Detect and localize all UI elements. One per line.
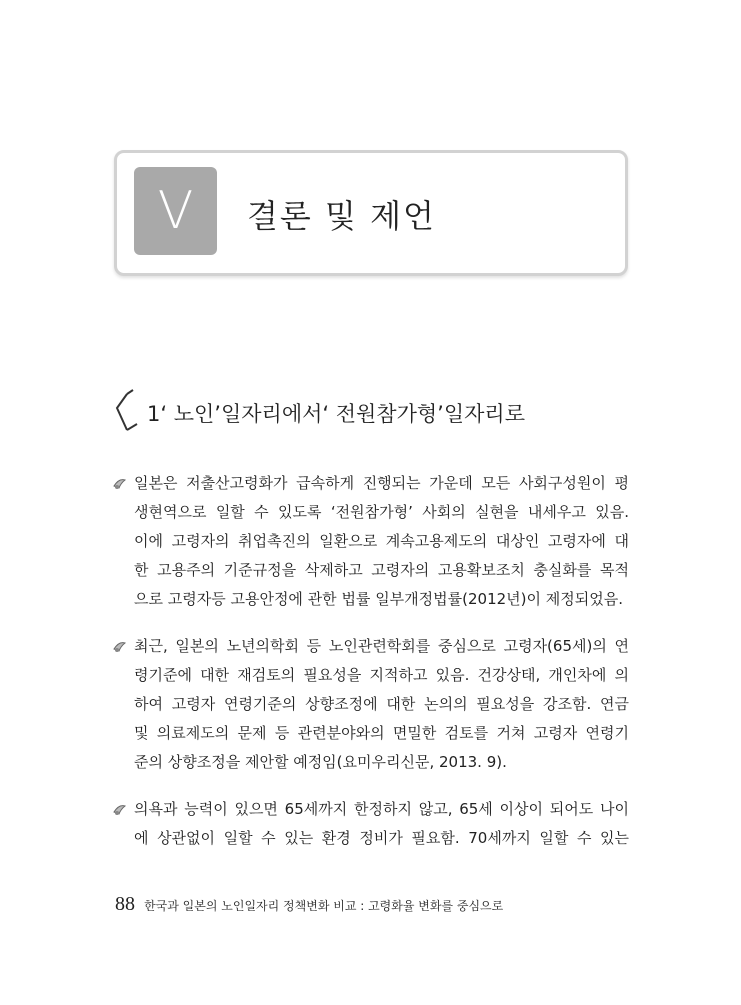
- paragraph-line: 생현역으로 일할 수 있도록 ‘전원참가형’ 사회의 실현을 내세우고 있음.: [134, 503, 629, 521]
- paragraph-line: 최근, 일본의 노년의학회 등 노인관련학회를 중심으로 고령자(65세)의 연: [134, 637, 629, 655]
- page-footer: [115, 893, 503, 916]
- paragraph-line: 령기준에 대한 재검토의 필요성을 지적하고 있음. 건강상태, 개인차에 의: [134, 666, 629, 684]
- chapter-header-box: [114, 150, 628, 276]
- paragraph-line: 하여 고령자 연령기준의 상향조정에 대한 논의의 필요성을 강조함. 연금: [134, 695, 629, 713]
- bullet-icon: [112, 802, 127, 817]
- chapter-title: 결론 및 제언: [247, 197, 436, 235]
- paragraph-line: 에 상관없이 일할 수 있는 환경 정비가 필요함. 70세까지 일할 수 있는: [134, 829, 629, 847]
- paragraph-line: 이에 고령자의 취업촉진의 일환으로 계속고용제도의 대상인 고령자에 대: [134, 532, 629, 550]
- section-title: 1‘ 노인’일자리에서‘ 전원참가형’일자리로: [147, 402, 525, 426]
- bullet-icon: [112, 476, 127, 491]
- bullet-icon: [112, 639, 127, 654]
- paragraph-line: 일본은 저출산고령화가 급속하게 진행되는 가운데 모든 사회구성원이 평: [134, 474, 629, 492]
- running-title: 한국과 일본의 노인일자리 정책변화 비교 : 고령화율 변화를 중심으로: [144, 899, 504, 913]
- chapter-number-badge: V: [134, 167, 217, 255]
- paragraph-line: 및 의료제도의 문제 등 관련분야와의 면밀한 검토를 거쳐 고령자 연령기: [134, 724, 629, 742]
- section-marker-icon: [113, 386, 151, 438]
- paragraph-line: 의욕과 능력이 있으면 65세까지 한정하지 않고, 65세 이상이 되어도 나이: [134, 800, 629, 818]
- paragraph-line: 한 고용주의 기준규정을 삭제하고 고령자의 고용확보조치 충실화를 목적: [134, 561, 629, 579]
- paragraph-line: 준의 상향조정을 제안할 예정임(요미우리신문, 2013. 9).: [134, 753, 507, 771]
- paragraph-line: 으로 고령자등 고용안정에 관한 법률 일부개정법률(2012년)이 제정되었음.: [134, 590, 623, 608]
- page-number: 88: [115, 893, 135, 915]
